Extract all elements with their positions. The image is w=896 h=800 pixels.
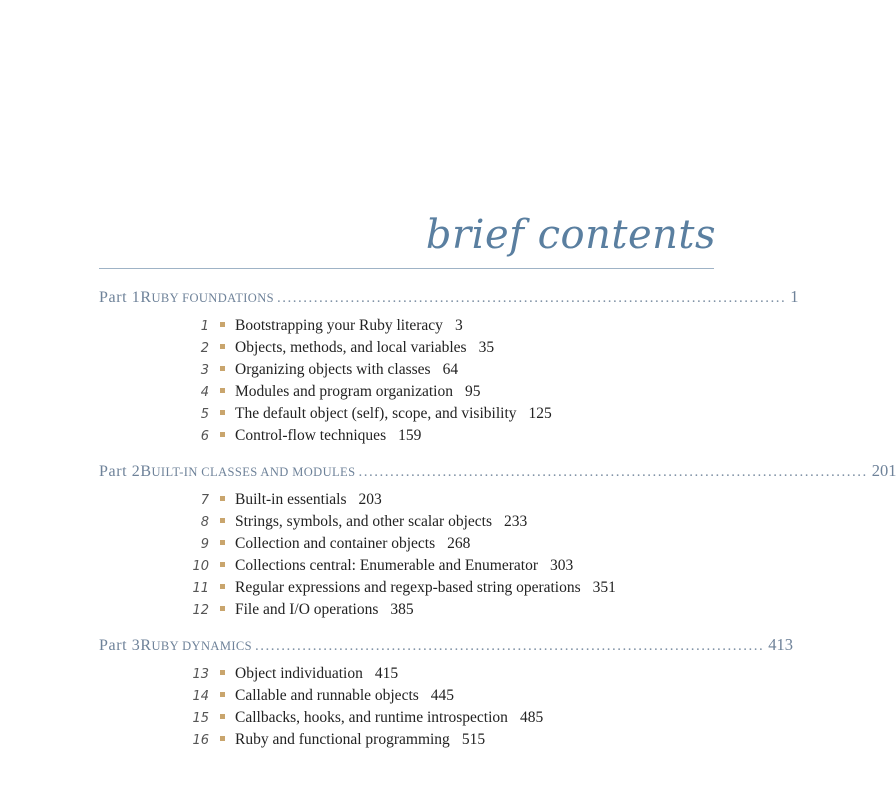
chapter-page-number: 125	[528, 405, 552, 422]
part-heading-3[interactable]	[99, 635, 793, 655]
chapter-title: Strings, symbols, and other scalar objects	[235, 513, 492, 530]
dot-leader: .................................................................................................	[277, 290, 787, 306]
chapter-title: Modules and program organization	[235, 383, 453, 400]
chapter-title: The default object (self), scope, and visibility	[235, 405, 517, 422]
chapter-title: Objects, methods, and local variables	[235, 339, 467, 356]
chapter-entry[interactable]	[180, 361, 458, 381]
chapter-entry[interactable]	[180, 513, 527, 533]
chapter-number: 4	[200, 385, 209, 400]
square-bullet-icon	[220, 432, 225, 437]
chapter-number: 13	[192, 667, 209, 682]
part-title-initial: R	[140, 289, 152, 306]
square-bullet-icon	[220, 562, 225, 567]
chapter-entry[interactable]	[180, 339, 494, 359]
chapter-page-number: 268	[447, 535, 471, 552]
chapter-number: 1	[200, 319, 209, 334]
chapter-entry[interactable]	[180, 317, 463, 337]
chapter-title: Collections central: Enumerable and Enumerator	[235, 557, 538, 574]
part-page-number: 201	[871, 461, 896, 480]
chapter-entry[interactable]	[180, 579, 616, 599]
dot-leader: .................................................................................................	[254, 638, 765, 654]
chapter-page-number: 3	[454, 317, 463, 334]
chapter-page-number: 515	[461, 731, 486, 748]
part-title	[140, 637, 252, 655]
chapter-entry[interactable]	[180, 665, 398, 685]
square-bullet-icon	[220, 736, 225, 741]
chapter-number: 14	[192, 689, 209, 704]
square-bullet-icon	[220, 496, 225, 501]
chapter-title: Callbacks, hooks, and runtime introspection	[235, 709, 508, 726]
chapter-page-number: 35	[478, 339, 495, 356]
part-title-rest: UBY DYNAMICS	[151, 639, 252, 653]
part-title-initial: R	[140, 637, 152, 654]
chapter-number: 5	[200, 407, 209, 422]
square-bullet-icon	[220, 518, 225, 523]
chapter-entry[interactable]	[180, 427, 421, 447]
chapter-entry[interactable]	[180, 601, 414, 621]
chapter-entry[interactable]	[180, 383, 480, 403]
chapter-title: Built-in essentials	[235, 491, 347, 508]
part-label: Part 3	[99, 637, 141, 654]
part-title-rest: UILT-IN CLASSES AND MODULES	[151, 465, 356, 479]
chapter-page-number: 485	[519, 709, 544, 726]
chapter-title: Bootstrapping your Ruby literacy	[235, 317, 443, 334]
square-bullet-icon	[220, 322, 225, 327]
chapter-entry[interactable]	[180, 405, 552, 425]
square-bullet-icon	[220, 388, 225, 393]
chapter-page-number: 233	[504, 513, 528, 530]
chapter-page-number: 445	[430, 687, 455, 704]
chapter-entry[interactable]	[180, 709, 543, 729]
chapter-title: Control-flow techniques	[235, 427, 387, 444]
part-heading-2[interactable]	[99, 461, 896, 481]
part-title-initial: B	[140, 463, 152, 480]
part-title	[140, 289, 274, 307]
chapter-page-number: 303	[550, 557, 574, 574]
chapter-number: 7	[200, 493, 209, 508]
chapter-page-number: 351	[592, 579, 616, 596]
part-title	[140, 463, 355, 481]
square-bullet-icon	[220, 714, 225, 719]
chapter-title: File and I/O operations	[235, 601, 379, 618]
chapter-number: 3	[200, 363, 209, 378]
square-bullet-icon	[220, 344, 225, 349]
chapter-number: 12	[192, 603, 209, 618]
page-title: brief contents	[425, 212, 716, 258]
chapter-entry[interactable]	[180, 731, 485, 751]
chapter-entry[interactable]	[180, 557, 573, 577]
part-title-rest: UBY FOUNDATIONS	[151, 291, 275, 305]
square-bullet-icon	[220, 692, 225, 697]
chapter-title: Object individuation	[235, 665, 363, 682]
square-bullet-icon	[220, 366, 225, 371]
chapter-page-number: 159	[398, 427, 422, 444]
chapter-page-number: 64	[442, 361, 459, 378]
square-bullet-icon	[220, 410, 225, 415]
chapter-number: 8	[200, 515, 209, 530]
chapter-title: Collection and container objects	[235, 535, 436, 552]
part-label: Part 1	[99, 289, 141, 306]
chapter-title: Ruby and functional programming	[235, 731, 450, 748]
chapter-number: 11	[192, 581, 209, 596]
part-page-number: 413	[768, 635, 793, 654]
chapter-number: 16	[192, 733, 209, 748]
part-label: Part 2	[99, 463, 141, 480]
square-bullet-icon	[220, 540, 225, 545]
chapter-title: Organizing objects with classes	[235, 361, 431, 378]
square-bullet-icon	[220, 670, 225, 675]
chapter-number: 15	[192, 711, 209, 726]
chapter-page-number: 415	[374, 665, 399, 682]
chapter-title: Callable and runnable objects	[235, 687, 419, 704]
chapter-entry[interactable]	[180, 687, 454, 707]
chapter-page-number: 95	[464, 383, 481, 400]
chapter-number: 9	[200, 537, 209, 552]
chapter-entry[interactable]	[180, 491, 382, 511]
part-page-number: 1	[790, 287, 799, 306]
chapter-number: 6	[200, 429, 209, 444]
square-bullet-icon	[220, 606, 225, 611]
dot-leader: .................................................................................................	[358, 464, 868, 480]
chapter-number: 10	[192, 559, 209, 574]
square-bullet-icon	[220, 584, 225, 589]
chapter-page-number: 203	[358, 491, 382, 508]
part-heading-1[interactable]	[99, 287, 799, 307]
title-divider	[99, 268, 714, 269]
chapter-number: 2	[200, 341, 209, 356]
chapter-title: Regular expressions and regexp-based string operations	[235, 579, 581, 596]
chapter-entry[interactable]	[180, 535, 470, 555]
chapter-page-number: 385	[390, 601, 414, 618]
